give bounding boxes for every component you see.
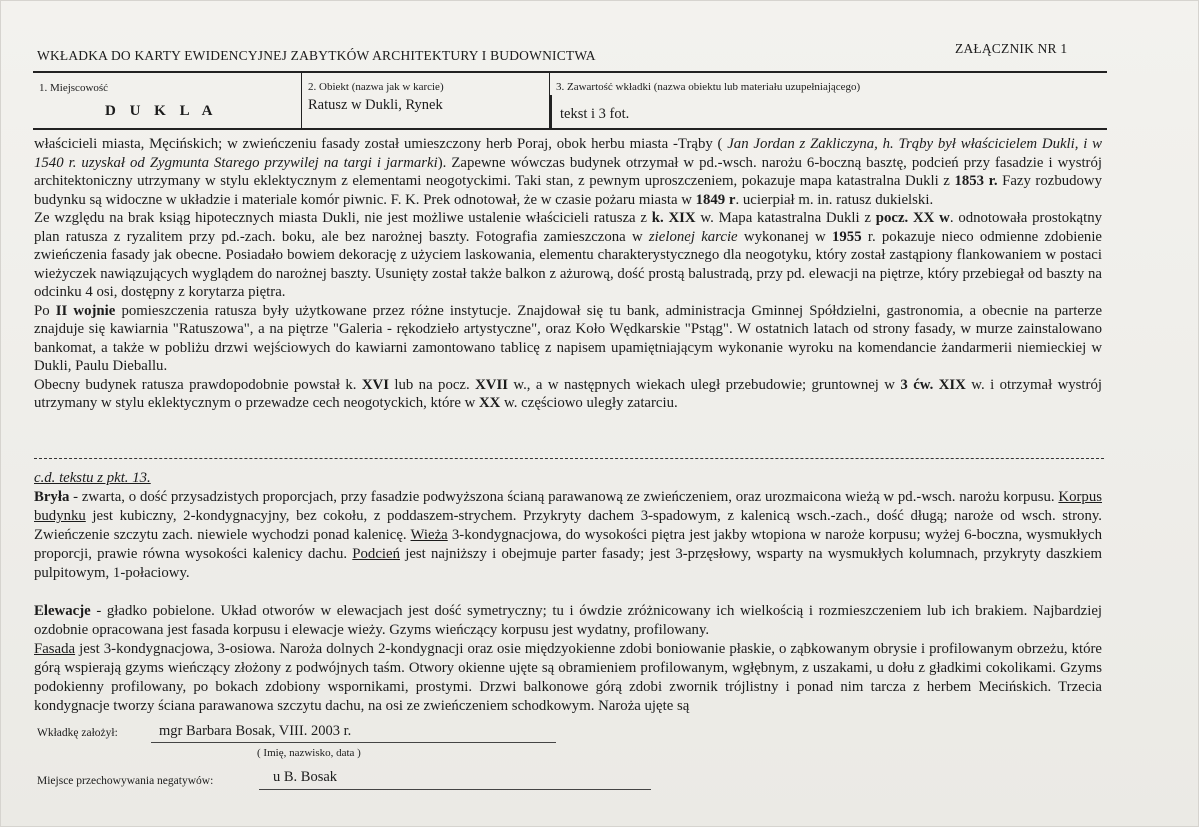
paragraph-current <box>34 376 1102 413</box>
text-run: właścicieli miasta, Męcińskich; w zwieńczeniu fasady został umieszczony herb Poraj, obok herbu miasta -Trąby ( <box>34 136 728 152</box>
text-run-bold: pocz. XX w <box>875 210 950 226</box>
paragraph-owners <box>34 135 1102 209</box>
text-run-underlined: Fasada <box>34 641 76 657</box>
text-run-italic: Jan Jordan z Zakliczyna, h. Trąby był właścicielem Dukli, i w 1540 r. uzyskał od Zygmunta Starego przywilej na targi i jarmarki <box>34 136 1103 171</box>
paragraph-massing <box>34 488 1102 583</box>
author-value: mgr Barbara Bosak, VIII. 2003 r. <box>159 723 352 739</box>
text-run: pomieszczenia ratusza były użytkowane przez różne instytucje. Znajdował się tu bank, administracja Gminnej Spółdzielni, gastronomia, a obecnie na parterze znajduje się kawiarnia "Ratuszowa", a na piętrze "Galeria - rękodzieło artystyczne", oraz Koło Wędkarskie "Pstąg". W ostatnich latach od strony fasady, w murze zainstalowano bankomat, a także w pobliżu drzwi wejściowych do kawiarni zamontowano tablicę z napisem upamiętniającym wykonanie wyroku na komendancie żandarmerii niemieckiej w Dukli, Paulu Dieballu. <box>34 302 1103 374</box>
text-run-bold: 3 ćw. XIX <box>900 376 966 393</box>
field-object <box>301 73 549 128</box>
text-run: - zwarta, o dość przysadzistych proporcjach, przy fasadzie podwyższona ścianą parawanową ze zwieńczeniem, oraz urozmaicona wieżą w pd.-wsch. narożu korpusu. <box>69 489 1059 505</box>
continuation-heading: c.d. tekstu z pkt. 13. <box>34 470 151 486</box>
text-run-underlined: Wieża <box>410 527 448 543</box>
text-run-bold: XVII <box>475 376 508 393</box>
text-run: r. pokazuje nieco odmienne zdobienie zwieńczenia fasady jak obecne. Posiadało bowiem dekorację z użyciem laskowania, elementu charakterystycznego dla neogotyku, który został zastąpiony flankowaniem w postaci wieżyczek nawiązujących wyglądem do narożnej baszty. Usunięty został także balkon z ażurową, dość prostą balustradą, przy pd. elewacji na piętrze, który przebiegał od baszty na odcinku 4 osi, dostępny z korytarza piętra. <box>34 228 1102 300</box>
field-locality-value: D U K L A <box>105 103 218 119</box>
text-run: Po <box>34 302 56 319</box>
form-title: WKŁADKA DO KARTY EWIDENCYJNEJ ZABYTKÓW ARCHITEKTURY I BUDOWNICTWA <box>37 48 596 63</box>
section-divider <box>34 458 1104 459</box>
field-content-value: tekst i 3 fot. <box>560 106 630 122</box>
field-locality-label: 1. Miejscowość <box>39 82 109 94</box>
author-label: Wkładkę założył: <box>37 727 118 739</box>
field-content-divider <box>550 95 552 128</box>
text-run: jest 3-kondygnacjowa, 3-osiowa. Naroża dolnych 2-kondygnacji oraz osie międzyokienne zdobi boniowanie płaskie, o ząbkowanym obrysie i profilowanym obrzeżu, które górą wspierają gzyms wieńczący złożony z podwójnych taśm. Otwory okienne ujęte są obramieniem profilowanym, wgłębnym, z uszakami, u dołu z gładkimi cokolikami. Gzyms podokienny profilowany, po bokach zdobiony wspornikami, prostymi. Drzwi balkonowe górą zdobi zwornik trójlistny i ponad nim tarcza z herbem Mecińskich. Trzecia kondygnacje tworzy ściana parawanowa szczytu dachu, na osi ze zwieńczeniem schodkowym. Naroża ujęte są <box>34 641 1102 714</box>
text-run-bold: 1853 r. <box>954 173 998 189</box>
text-run: jest najniższy i obejmuje parter fasady; jest 3-przęsłowy, wsparty na wysmukłych kolumnach, przykryty daszkiem pulpitowym, 1-połaciowy. <box>34 546 1102 581</box>
field-object-value: Ratusz w Dukli, Rynek <box>308 97 443 113</box>
text-run: 3-kondygnacjowa, do wysokości piętra jest jakby wtopiona w naroże korpusu; wyżej 6-boczna, wysmukłych proporcji, prawie równa wysokości kalenicy dachu. <box>34 527 1102 562</box>
field-object-label: 2. Obiekt (nazwa jak w karcie) <box>308 81 444 93</box>
main-text <box>34 135 1102 413</box>
continuation-text <box>34 469 1102 716</box>
text-run: w. Mapa katastralna Dukli z <box>695 210 876 226</box>
text-run: lub na pocz. <box>388 376 476 393</box>
author-line <box>151 742 556 743</box>
text-run-bold: II wojnie <box>55 302 116 319</box>
text-run-bold: XVI <box>361 376 389 393</box>
text-run: . ucierpiał m. in. ratusz dukielski. <box>735 191 934 208</box>
text-run: w. i otrzymał wystrój utrzymany w stylu eklektycznym o przewadze cech neogotyckich, które w <box>34 376 1102 411</box>
text-run: Ze względu na brak ksiąg hipotecznych miasta Dukli, nie jest możliwe ustalenie właścicieli ratusza z <box>34 210 652 226</box>
text-run: Fazy rozbudowy budynku są widoczne w układzie i materiale komór piwnic. F. K. Prek odnotował, że w czasie pożaru miasta w <box>34 173 1102 208</box>
text-run-underlined: Korpus budynku <box>34 489 1102 524</box>
field-content-label: 3. Zawartość wkładki (nazwa obiektu lub materiału uzupełniającego) <box>556 81 861 93</box>
text-run: jest kubiczny, 2-kondygnacyjny, bez cokołu, z poddaszem-strychem. Przykryty dachem 3-spadowym, z kalenicą wsch.-zach., dość długą; naroże od wsch. strony. Zwieńczenie szczytu zach. niewiele wychodzi ponad kalenicę. <box>34 508 1102 543</box>
text-run-underlined: Podcień <box>352 546 400 562</box>
paragraph-history <box>34 209 1102 302</box>
negatives-label: Miejsce przechowywania negatywów: <box>37 775 214 787</box>
paragraph-facade <box>34 640 1102 716</box>
text-run: Obecny budynek ratusza prawdopodobnie powstał k. <box>34 376 362 393</box>
text-run-italic: zielonej karcie <box>648 228 738 245</box>
text-run: ). Zapewne wówczas budynek otrzymał w pd.-wsch. narożu 6-boczną basztę, podcień przy fasadzie i wystrój architektoniczny utrzymany w stylu eklektycznym z elementami neogotyckimi. Taki stan, z pewnym uproszczeniem, pokazuje mapa katastralna Dukli z <box>34 154 1102 189</box>
negatives-value: u B. Bosak <box>273 769 338 785</box>
paragraph-postwar <box>34 302 1102 376</box>
text-run-bold: 1955 <box>832 228 862 245</box>
paragraph-gap <box>34 583 1102 602</box>
annex-label: ZAŁĄCZNIK NR 1 <box>955 41 1068 56</box>
text-run: - gładko pobielone. Układ otworów w elewacjach jest dość symetryczny; tu i ówdzie zróżnicowany ich wielkością i rozmieszczeniem lub ich brakiem. Najbardziej ozdobnie opracowana jest fasada korpusu i elewacje wieży. Gzyms wieńczący korpusu jest wydatny, profilowany. <box>34 603 1102 638</box>
negatives-line <box>259 789 651 790</box>
text-run: . odnotowała prostokątny plan ratusza z ryzalitem przy pd.-zach. boku, ale bez narożnej baszty. Fotografia zamieszczona w <box>34 210 1103 245</box>
text-run-bold: 1849 r <box>695 191 736 208</box>
text-run-bold: XX <box>478 395 501 411</box>
text-run-bold: Elewacje <box>34 603 91 619</box>
header-rule-bottom <box>33 128 1107 130</box>
field-content <box>549 73 1107 128</box>
paragraph-elevations <box>34 602 1102 640</box>
field-locality <box>33 73 301 128</box>
text-run: w. częściowo uległy zatarciu. <box>500 395 678 411</box>
text-run-bold: Bryła <box>34 489 70 505</box>
text-run-bold: k. XIX <box>651 210 696 226</box>
author-hint: ( Imię, nazwisko, data ) <box>257 747 361 759</box>
text-run: wykonanej w <box>737 228 832 245</box>
text-run: w., a w następnych wiekach uległ przebudowie; gruntownej w <box>507 376 901 393</box>
